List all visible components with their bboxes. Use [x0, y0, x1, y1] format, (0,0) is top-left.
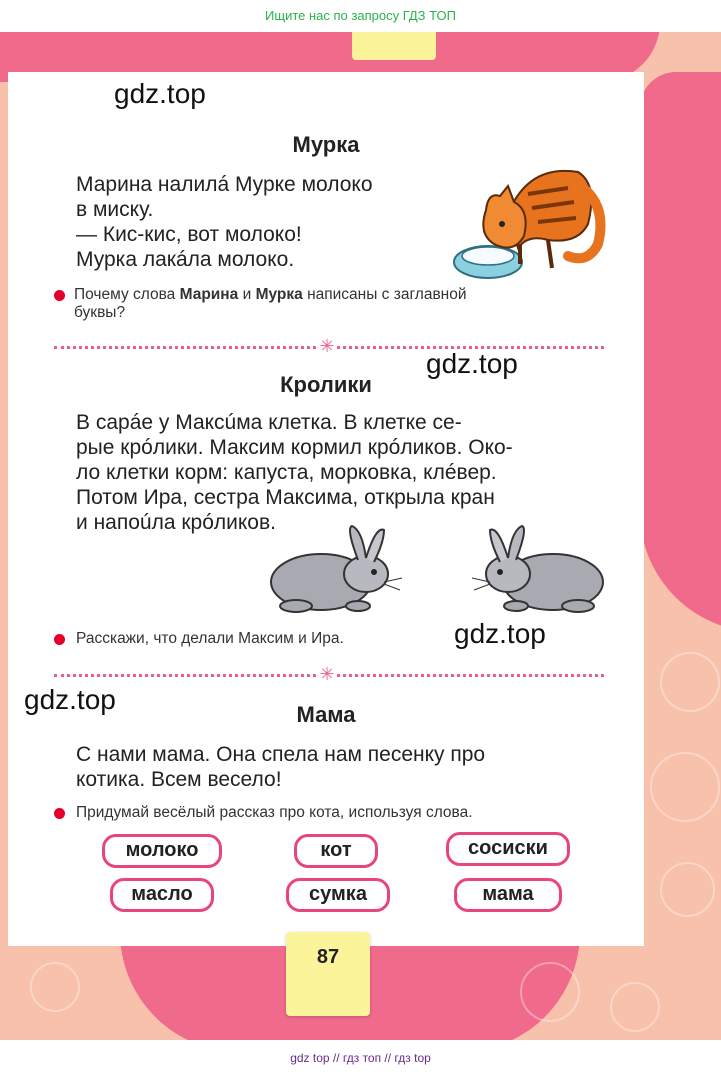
rabbit-illustration [468, 522, 608, 617]
page-number-tab [286, 932, 370, 1016]
story-line: Марина налилá Мурке молоко [76, 173, 373, 196]
word-chip-sosiski: сосиски [446, 832, 570, 866]
watermark: gdz.top [454, 618, 546, 649]
story-line: ло клетки корм: капуста, морковка, клéвер. [76, 461, 497, 484]
word-chip-sumka: сумка [286, 878, 390, 912]
top-page-tab [352, 32, 436, 60]
cat-drinking-milk-illustration [448, 144, 608, 284]
question-mama: Придумай весёлый рассказ про кота, используя слова. [76, 804, 473, 821]
story-line: в миску. [76, 198, 154, 221]
story-title-murka: Мурка [292, 132, 360, 157]
word-chip-kot: кот [294, 834, 378, 868]
story-line: С нами мама. Она спела нам песенку про [76, 743, 486, 766]
rabbit-illustration [266, 522, 406, 617]
question-murka: Почему слова Марина и Мурка написаны с заглавной буквы? [74, 286, 467, 321]
story-line: Мурка лакáла молоко. [76, 248, 295, 271]
bottom-banner[interactable]: gdz top // гдз топ // гдз top [0, 1040, 721, 1076]
page-number: 87 [316, 946, 340, 968]
question-bullet [54, 634, 65, 645]
divider-star-icon: ✳ [317, 336, 337, 357]
story-line: котика. Всем весело! [76, 768, 282, 791]
divider-star-icon: ✳ [317, 664, 337, 685]
story-title-mama: Мама [296, 702, 356, 727]
watermark: gdz.top [114, 78, 206, 109]
question-bullet [54, 808, 65, 819]
story-title-kroliki: Кролики [280, 372, 372, 397]
word-chip-mama: мама [454, 878, 562, 912]
word-chip-moloko: молоко [102, 834, 222, 868]
story-line: и напоúла крóликов. [76, 511, 276, 534]
story-line: В сарáе у Максúма клетка. В клетке се- [76, 411, 462, 434]
top-banner[interactable]: Ищите нас по запросу ГДЗ ТОП [0, 0, 721, 32]
word-chip-maslo: масло [110, 878, 214, 912]
story-text-kroliki [76, 410, 606, 535]
story-line: рые крóлики. Максим кормил крóликов. Око- [76, 436, 513, 459]
story-line: — Кис-кис, вот молоко! [76, 223, 302, 246]
watermark: gdz.top [426, 348, 518, 379]
question-kroliki: Расскажи, что делали Максим и Ира. [76, 630, 344, 647]
textbook-page [8, 72, 644, 946]
story-text-mama [76, 742, 606, 792]
question-bullet [54, 290, 65, 301]
story-line: Потом Ира, сестра Максима, открыла кран [76, 486, 495, 509]
watermark: gdz.top [24, 684, 116, 715]
story-text-murka [76, 172, 446, 272]
